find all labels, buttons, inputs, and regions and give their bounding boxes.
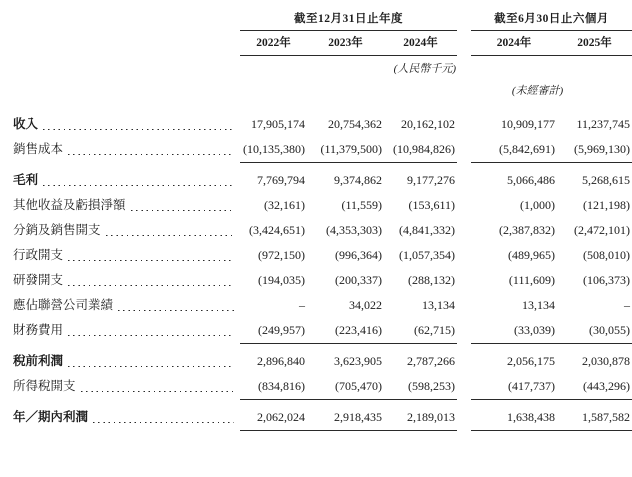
row-cost-of-sales (0, 137, 632, 162)
cell-value: 34,022 (349, 298, 382, 312)
cell-value: (996,364) (335, 248, 382, 262)
year-header-2025-interim: 2025年 (557, 34, 632, 56)
row-finance-costs (0, 318, 632, 343)
row-label: 其他收益及虧損淨額 (13, 198, 126, 212)
cell-value: – (299, 298, 305, 312)
table-header-groups (0, 10, 632, 31)
dot-leader (43, 129, 234, 130)
row-label: 稅前利潤 (13, 354, 64, 368)
year-header-2023: 2023年 (307, 34, 384, 56)
cell-value: (288,132) (408, 273, 455, 287)
cell-value: 2,062,024 (240, 405, 307, 431)
year-header-2024-interim: 2024年 (471, 34, 557, 56)
dot-leader (43, 185, 234, 186)
row-other-gains-losses (0, 193, 632, 218)
cell-value: (5,969,130) (557, 137, 632, 163)
row-label: 財務費用 (13, 323, 64, 337)
row-label: 研發開支 (13, 273, 64, 287)
dot-leader (118, 310, 234, 311)
row-label: 年／期內利潤 (13, 410, 89, 424)
cell-value: 9,374,862 (334, 173, 382, 187)
cell-value: (121,198) (583, 198, 630, 212)
column-group-annual: 截至12月31日止年度 (240, 10, 457, 31)
dot-leader (68, 366, 234, 367)
column-group-interim: 截至6月30日止六個月 (471, 10, 632, 31)
cell-value: (30,055) (557, 318, 632, 344)
cell-value: 9,177,276 (407, 173, 455, 187)
cell-value: (598,253) (384, 374, 457, 400)
cell-value: 2,189,013 (384, 405, 457, 431)
note-row-currency (0, 60, 632, 76)
cell-value: 13,134 (522, 298, 555, 312)
cell-value: 13,134 (422, 298, 455, 312)
table-header-years (0, 34, 632, 56)
row-label: 行政開支 (13, 248, 64, 262)
cell-value: (705,470) (307, 374, 384, 400)
row-profit-for-period (0, 405, 632, 430)
cell-value: 2,896,840 (257, 354, 305, 368)
cell-value: 1,638,438 (471, 405, 557, 431)
cell-value: (3,424,651) (249, 223, 305, 237)
cell-value: (32,161) (264, 198, 305, 212)
cell-value: (508,010) (583, 248, 630, 262)
cell-value: (10,135,380) (240, 137, 307, 163)
cell-value: (33,039) (471, 318, 557, 344)
cell-value: 20,162,102 (401, 117, 455, 131)
row-label: 收入 (13, 117, 39, 131)
row-gross-profit (0, 168, 632, 193)
cell-value: (972,150) (258, 248, 305, 262)
row-profit-before-tax (0, 349, 632, 374)
dot-leader (131, 210, 234, 211)
row-distribution-selling-expenses (0, 218, 632, 243)
cell-value: (834,816) (240, 374, 307, 400)
cell-value: (2,387,832) (499, 223, 555, 237)
dot-leader (68, 335, 234, 336)
cell-value: (249,957) (240, 318, 307, 344)
cell-value: (11,559) (341, 198, 382, 212)
cell-value: (62,715) (384, 318, 457, 344)
unaudited-note: (未經審計) (511, 85, 564, 97)
row-revenue (0, 112, 632, 137)
cell-value: (417,737) (471, 374, 557, 400)
row-income-tax-expense (0, 374, 632, 399)
year-header-2024: 2024年 (384, 34, 457, 56)
dot-leader (81, 391, 234, 392)
currency-note: (人民幣千元) (393, 63, 456, 75)
row-label: 銷售成本 (13, 142, 64, 156)
cell-value: 5,066,486 (507, 173, 555, 187)
cell-value: (153,611) (408, 198, 455, 212)
cell-value: 2,918,435 (307, 405, 384, 431)
cell-value: (489,965) (508, 248, 555, 262)
cell-value: 7,769,794 (257, 173, 305, 187)
cell-value: (10,984,826) (384, 137, 457, 163)
cell-value: (5,842,691) (471, 137, 557, 163)
dot-leader (68, 154, 234, 155)
dot-leader (106, 235, 234, 236)
cell-value: (4,841,332) (399, 223, 455, 237)
cell-value: (223,416) (307, 318, 384, 344)
cell-value: (194,035) (258, 273, 305, 287)
cell-value: (11,379,500) (307, 137, 384, 163)
row-share-of-associates (0, 293, 632, 318)
cell-value: (1,000) (520, 198, 555, 212)
dot-leader (68, 260, 234, 261)
cell-value: 17,905,174 (251, 117, 305, 131)
row-administrative-expenses (0, 243, 632, 268)
dot-leader (93, 422, 234, 423)
cell-value: (4,353,303) (326, 223, 382, 237)
cell-value: – (624, 298, 630, 312)
cell-value: (443,296) (557, 374, 632, 400)
row-label: 毛利 (13, 173, 39, 187)
cell-value: 3,623,905 (334, 354, 382, 368)
row-label: 所得稅開支 (13, 379, 76, 393)
cell-value: (111,609) (508, 273, 555, 287)
cell-value: (1,057,354) (399, 248, 455, 262)
dot-leader (68, 285, 234, 286)
note-row-unaudited (0, 82, 632, 98)
cell-value: 20,754,362 (328, 117, 382, 131)
row-label: 分銷及銷售開支 (13, 223, 101, 237)
cell-value: 11,237,745 (576, 117, 630, 131)
cell-value: 2,030,878 (582, 354, 630, 368)
cell-value: 2,056,175 (507, 354, 555, 368)
cell-value: (106,373) (583, 273, 630, 287)
cell-value: 1,587,582 (557, 405, 632, 431)
cell-value: 10,909,177 (501, 117, 555, 131)
row-label: 應佔聯營公司業績 (13, 298, 114, 312)
cell-value: 2,787,266 (407, 354, 455, 368)
cell-value: (2,472,101) (574, 223, 630, 237)
cell-value: (200,337) (335, 273, 382, 287)
cell-value: 5,268,615 (582, 173, 630, 187)
row-rd-expenses (0, 268, 632, 293)
year-header-2022: 2022年 (240, 34, 307, 56)
